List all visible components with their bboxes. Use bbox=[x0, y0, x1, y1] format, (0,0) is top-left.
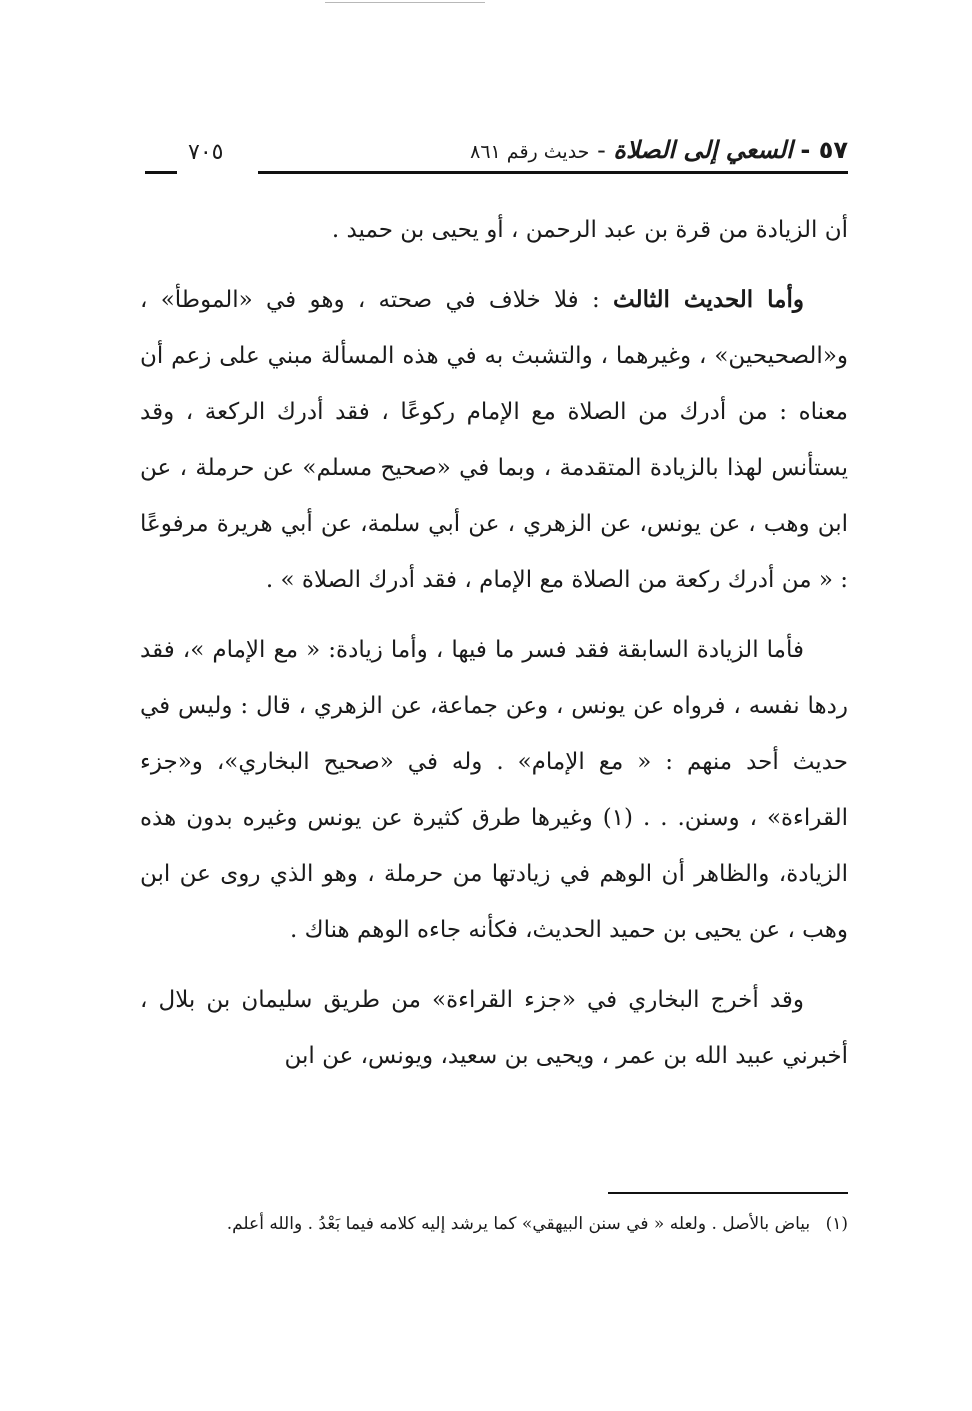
paragraph-1 bbox=[140, 202, 848, 258]
paragraph-2-text: : فلا خلاف في صحته ، وهو في «الموطأ» ، و«الصحيحين» ، وغيرهما ، والتشبث به في هذه المسألة مبني على زعم أن معناه : من أدرك من الصلاة مع الإمام ركوعًا ، فقد أدرك الركعة ، وقد يستأنس لهذا بالزيادة المتقدمة ، وبما في «صحيح مسلم» عن حرملة ، عن ابن وهب ، عن يونس، عن الزهري ، عن أبي سلمة، عن أبي هريرة مرفوعًا : « من أدرك ركعة من الصلاة مع الإمام ، فقد أدرك الصلاة » . bbox=[140, 287, 848, 593]
header-separator: - bbox=[597, 136, 606, 164]
paragraph-4-text: وقد أخرج البخاري في «جزء القراءة» من طريق سليمان بن بلال ، أخبرني عبيد الله بن عمر ، ويحيى بن سعيد، ويونس، عن ابن bbox=[140, 987, 848, 1069]
paragraph-2 bbox=[140, 272, 848, 608]
page-number: ٧٠٥ bbox=[188, 140, 224, 165]
top-edge-rule bbox=[325, 2, 485, 3]
footnote-text: بياض بالأصل . ولعله « في سنن البيهقي» كما يرشد إليه كلامه فيما بَعْدُ . والله أعلم. bbox=[226, 1214, 811, 1234]
running-header bbox=[140, 126, 848, 186]
paragraph-4 bbox=[140, 972, 848, 1084]
section-lead: وأما الحديث الثالث bbox=[612, 286, 804, 313]
hadith-number: حديث رقم ٨٦١ bbox=[470, 141, 590, 163]
footnote bbox=[140, 1204, 848, 1244]
paragraph-3 bbox=[140, 622, 848, 958]
main-text bbox=[140, 202, 848, 1098]
chapter-number: ٥٧ - bbox=[800, 136, 848, 164]
footnote-rule bbox=[608, 1192, 848, 1194]
paragraph-3-text: فأما الزيادة السابقة فقد فسر ما فيها ، وأما زيادة: « مع الإمام »، فقد ردها نفسه ، فرواه عن يونس ، وعن جماعة، عن الزهري ، قال : وليس في حديث أحد منهم : « مع الإمام» . وله في «صحيح البخاري»، و«جزء القراءة» ، وسنن. . . (١) وغيرها طرق كثيرة عن يونس وغيره بدون هذه الزيادة، والظاهر أن الوهم في زيادتها من حرملة ، وهو الذي روى عن ابن وهب ، عن يحيى بن حميد الحديث، فكأنه جاءه الوهم هناك . bbox=[140, 637, 848, 943]
footnote-marker: (١) bbox=[825, 1214, 848, 1234]
header-rule bbox=[258, 171, 848, 174]
chapter-title: السعي إلى الصلاة bbox=[613, 136, 793, 164]
page-number-dash bbox=[145, 171, 177, 174]
paragraph-1-text: أن الزيادة من قرة بن عبد الرحمن ، أو يحيى بن حميد . bbox=[331, 217, 848, 243]
header-title bbox=[470, 136, 848, 164]
